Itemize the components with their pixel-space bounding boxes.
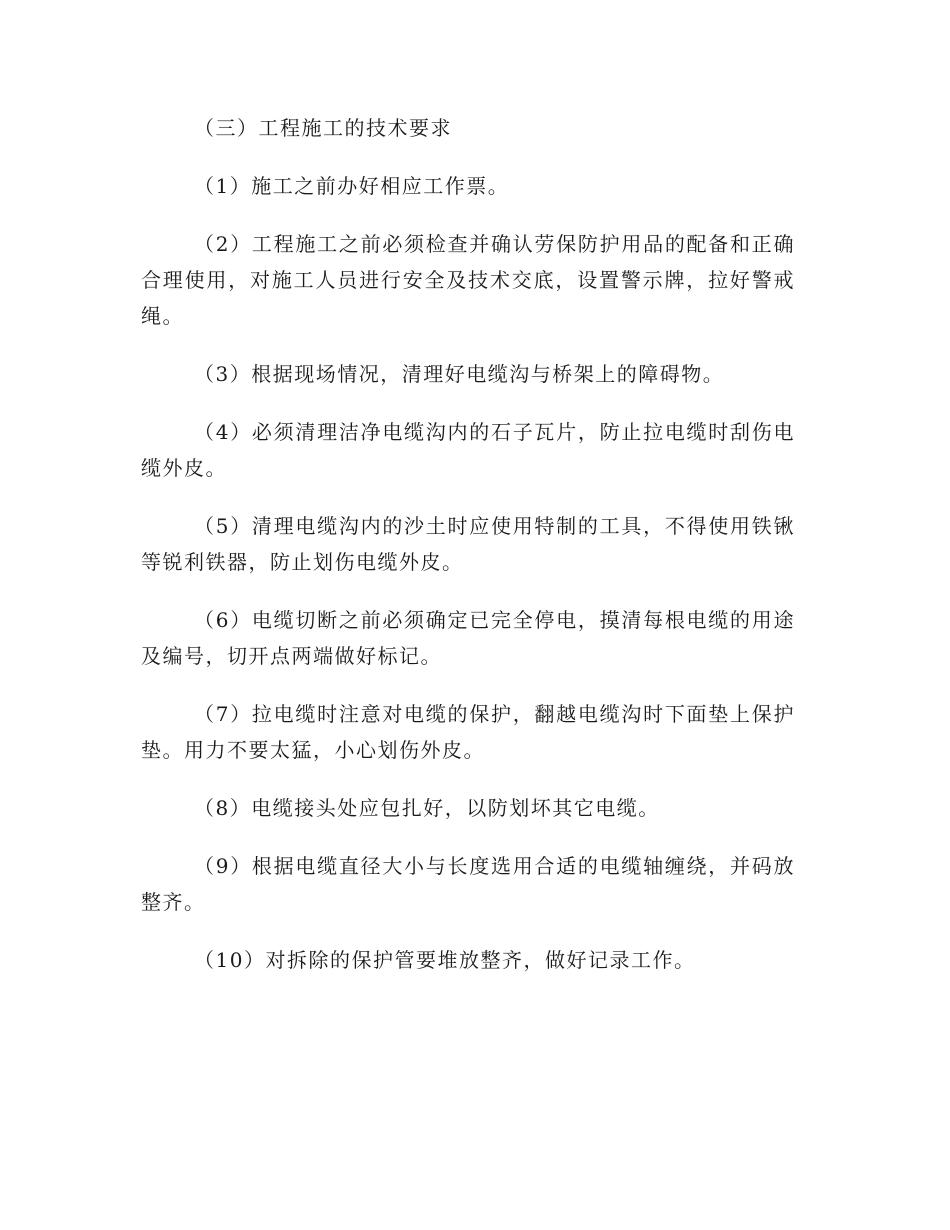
requirement-item-4: （4）必须清理洁净电缆沟内的石子瓦片，防止拉电缆时刮伤电缆外皮。 — [141, 420, 795, 480]
requirement-item-3: （3）根据现场情况，清理好电缆沟与桥架上的障碍物。 — [194, 362, 725, 386]
requirement-item-5: （5）清理电缆沟内的沙土时应使用特制的工具，不得使用铁锹等锐利铁器，防止划伤电缆外皮。 — [141, 514, 795, 574]
document-body — [141, 110, 795, 1000]
requirement-item-2: （2）工程施工之前必须检查并确认劳保防护用品的配备和正确合理使用，对施工人员进行安全及技术交底，设置警示牌，拉好警戒绳。 — [141, 232, 795, 328]
requirement-item-7: （7）拉电缆时注意对电缆的保护，翻越电缆沟时下面垫上保护垫。用力不要太猛，小心划伤外皮。 — [141, 702, 795, 762]
requirement-item-10: （10）对拆除的保护管要堆放整齐，做好记录工作。 — [194, 948, 696, 972]
requirement-item-1: （1）施工之前办好相应工作票。 — [194, 174, 510, 198]
requirement-item-8: （8）电缆接头处应包扎好，以防划坏其它电缆。 — [194, 796, 660, 820]
requirement-item-6: （6）电缆切断之前必须确定已完全停电，摸清每根电缆的用途及编号，切开点两端做好标记。 — [141, 608, 795, 668]
requirement-item-9: （9）根据电缆直径大小与长度选用合适的电缆轴缠绕，并码放整齐。 — [141, 854, 795, 914]
section-heading: （三）工程施工的技术要求 — [194, 116, 452, 140]
